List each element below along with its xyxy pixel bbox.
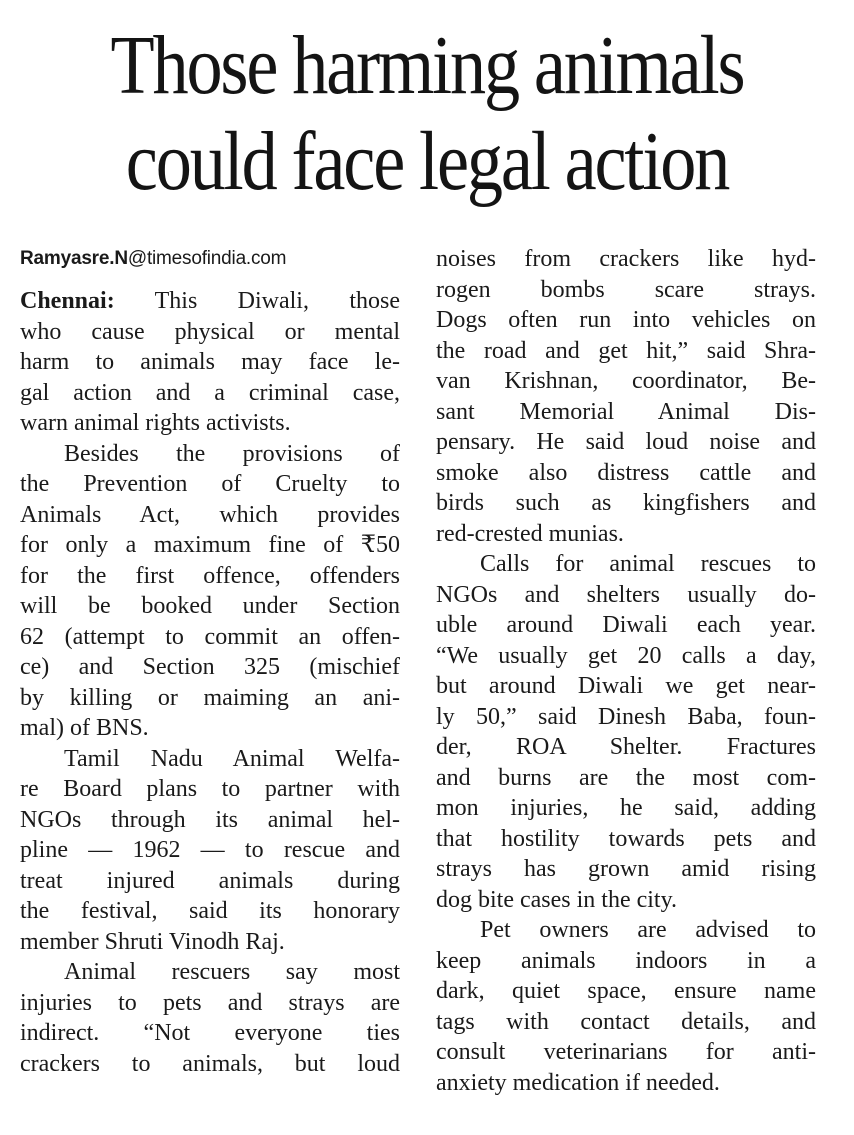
headline-line-1: Those harming animals: [110, 19, 744, 112]
article-text-line: [436, 1037, 816, 1068]
article-text-line: [436, 702, 816, 733]
article-text: but around Diwali we get near-: [436, 673, 816, 699]
article-text-line: [20, 988, 400, 1019]
article-text: smoke also distress cattle and: [436, 459, 816, 486]
article-text: Besides the provisions of: [64, 440, 400, 467]
article-text: treat injured animals during: [20, 867, 400, 894]
article-text: dog bite cases in the city.: [436, 886, 678, 913]
article-text: der, ROA Shelter. Fractures: [436, 734, 816, 760]
dateline: Chennai:: [20, 288, 115, 314]
byline-name: Ramyasre.N: [20, 248, 128, 269]
article-text: the road and get hit,” said Shra-: [436, 337, 816, 364]
article-text: for the first offence, offenders: [20, 562, 400, 589]
article-text-line: [436, 397, 816, 428]
article-text: birds such as kingfishers and: [436, 490, 816, 516]
article-text: re Board plans to partner with: [20, 776, 400, 802]
article-text: sant Memorial Animal Dis-: [436, 398, 816, 425]
article-text-line: [436, 244, 816, 275]
article-text-line: [436, 915, 816, 946]
article-text-line: [20, 683, 400, 714]
article-text: noises from crackers like hyd-: [436, 246, 816, 272]
article-text: dark, quiet space, ensure name: [436, 978, 816, 1004]
article-text: uble around Diwali each year.: [436, 612, 816, 638]
article-text-line: [20, 774, 400, 805]
article-text: ly 50,” said Dinesh Baba, foun-: [436, 703, 816, 730]
article-text-line: [436, 458, 816, 489]
article-text: “We usually get 20 calls a day,: [436, 642, 816, 669]
article-text-line: [20, 378, 400, 409]
article-text-line: [436, 366, 816, 397]
article-text-line: [436, 305, 816, 336]
article-text: harm to animals may face le-: [20, 349, 400, 375]
article-text-line: [20, 591, 400, 622]
article-text: Pet owners are advised to: [480, 917, 816, 943]
article-text: This Diwali, those: [154, 288, 400, 314]
article-text: pensary. He said loud noise and: [436, 429, 816, 455]
article-text-line: [20, 927, 400, 958]
article-text-line: [20, 652, 400, 683]
article-text-line: [436, 1068, 816, 1099]
article-text: the festival, said its honorary: [20, 898, 400, 924]
article-text-line: [436, 1007, 816, 1038]
article-text-line: [436, 610, 816, 641]
article-text-line: [20, 439, 400, 470]
article-text-line: [20, 896, 400, 927]
article-text: strays has grown amid rising: [436, 856, 816, 882]
article-text: pline — 1962 — to rescue and: [20, 837, 400, 863]
headline-line-2: could face legal action: [125, 115, 729, 208]
article-text: and burns are the most com-: [436, 764, 816, 791]
article-text: rogen bombs scare strays.: [436, 276, 816, 303]
article-text-line: [20, 1049, 400, 1080]
article-text-line: [436, 549, 816, 580]
article-text: for only a maximum fine of ₹50: [20, 532, 400, 558]
article-text-line: [436, 763, 816, 794]
article-text-line: [20, 500, 400, 531]
article-text-line: [20, 317, 400, 348]
article-text-line: [436, 641, 816, 672]
article-text: consult veterinarians for anti-: [436, 1039, 816, 1065]
article-column-right: [436, 244, 816, 1098]
article-text-line: [436, 336, 816, 367]
article-text: the Prevention of Cruelty to: [20, 471, 400, 497]
article-text: Animals Act, which provides: [20, 501, 400, 528]
article-text: that hostility towards pets and: [436, 825, 816, 852]
article-text: will be booked under Section: [20, 593, 400, 619]
article-text: red-crested munias.: [436, 520, 624, 547]
article-text: injuries to pets and strays are: [20, 989, 400, 1016]
byline-domain: @timesofindia.com: [127, 248, 287, 269]
byline: [20, 244, 400, 274]
article-text-line: [436, 275, 816, 306]
article-text-line: [436, 732, 816, 763]
article-text-line: [436, 885, 816, 916]
left-column-text: [20, 286, 400, 1079]
article-text-line: [20, 469, 400, 500]
article-text: mon injuries, he said, adding: [436, 795, 816, 821]
article-text-line: [20, 561, 400, 592]
article-text-line: [436, 427, 816, 458]
article-text: Animal rescuers say most: [64, 959, 400, 985]
article-text-line: [436, 976, 816, 1007]
article-text-line: [20, 744, 400, 775]
right-column-text: [436, 244, 816, 1098]
article-text: crackers to animals, but loud: [20, 1050, 400, 1077]
article-text: van Krishnan, coordinator, Be-: [436, 368, 816, 394]
article-text: anxiety medication if needed.: [436, 1069, 720, 1096]
article-text: who cause physical or mental: [20, 318, 400, 345]
article-text: NGOs and shelters usually do-: [436, 581, 816, 608]
article-text: NGOs through its animal hel-: [20, 806, 400, 833]
article-text-line: [20, 286, 400, 317]
article-text-line: [20, 408, 400, 439]
article-text-line: [436, 671, 816, 702]
article-text-line: [436, 854, 816, 885]
article-text: Dogs often run into vehicles on: [436, 307, 816, 333]
article-text: ce) and Section 325 (mischief: [20, 654, 400, 680]
article-text-line: [436, 824, 816, 855]
article-text-line: [436, 519, 816, 550]
article-text-line: [436, 793, 816, 824]
article-text-line: [20, 622, 400, 653]
article-text: member Shruti Vinodh Raj.: [20, 928, 285, 955]
article-text: Calls for animal rescues to: [480, 551, 816, 577]
article-text-line: [20, 805, 400, 836]
article-text: gal action and a criminal case,: [20, 379, 400, 406]
article-text-line: [20, 835, 400, 866]
article-text: indirect. “Not everyone ties: [20, 1020, 400, 1046]
article-text-line: [20, 957, 400, 988]
article-text-line: [20, 347, 400, 378]
article-text-line: [436, 946, 816, 977]
article-text: tags with contact details, and: [436, 1008, 816, 1035]
article-text: by killing or maiming an ani-: [20, 684, 400, 711]
article-text-line: [20, 530, 400, 561]
article-text: warn animal rights activists.: [20, 410, 291, 436]
article-text-line: [20, 1018, 400, 1049]
article-text-line: [20, 713, 400, 744]
article-text-line: [436, 580, 816, 611]
article-text: 62 (attempt to commit an offen-: [20, 623, 400, 650]
article-text-line: [20, 866, 400, 897]
headline: [60, 18, 794, 210]
article-text: Tamil Nadu Animal Welfa-: [64, 745, 400, 772]
article-text-line: [436, 488, 816, 519]
article-text: keep animals indoors in a: [436, 947, 816, 974]
article-text: mal) of BNS.: [20, 715, 149, 741]
article-column-left: [20, 244, 400, 1079]
